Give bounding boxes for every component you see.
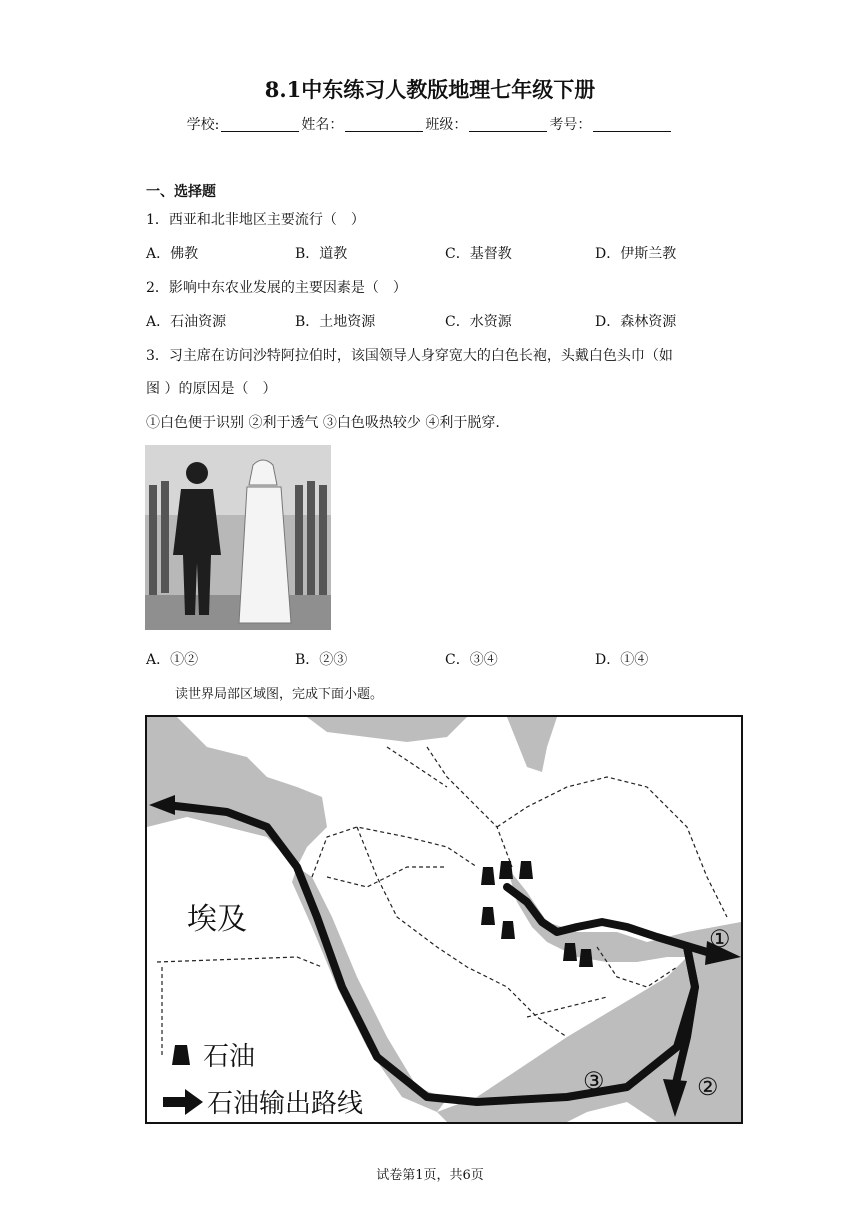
- q2-option-b[interactable]: B．土地资源: [295, 314, 376, 330]
- class-label: 班级：: [425, 117, 468, 133]
- oil-marker: [519, 861, 533, 879]
- q1-option-d[interactable]: D．伊斯兰教: [595, 246, 677, 262]
- class-blank[interactable]: [469, 117, 547, 132]
- student-info-line: [0, 114, 860, 134]
- map-drawing: [147, 717, 741, 1122]
- q3-option-c[interactable]: C．③④: [445, 652, 498, 668]
- oil-marker: [499, 861, 513, 879]
- route-label-1: ①: [709, 925, 731, 953]
- oil-marker: [481, 867, 495, 885]
- question-3-choices: ①白色便于识别 ②利于透气 ③白色吸热较少 ④利于脱穿.: [146, 415, 500, 431]
- q3-option-a[interactable]: A．①②: [146, 652, 199, 668]
- school-label: 学校:: [186, 117, 220, 133]
- oil-marker: [563, 943, 577, 961]
- q3-option-b[interactable]: B．②③: [295, 652, 348, 668]
- q1-option-c[interactable]: C．基督教: [445, 246, 512, 262]
- school-blank[interactable]: [221, 117, 299, 132]
- oil-marker: [579, 949, 593, 967]
- map-intro: 读世界局部区域图，完成下面小题。: [175, 687, 384, 702]
- name-label: 姓名：: [301, 117, 344, 133]
- page-footer: 试卷第1页，共6页: [376, 1168, 484, 1183]
- q2-option-d[interactable]: D．森林资源: [595, 314, 677, 330]
- legend-oil-label: 石油: [203, 1042, 256, 1072]
- legend-route-label: 石油输出路线: [207, 1089, 364, 1119]
- q2-option-c[interactable]: C．水资源: [445, 314, 512, 330]
- q1-option-b[interactable]: B．道教: [295, 246, 348, 262]
- exam-no-blank[interactable]: [593, 117, 671, 132]
- question-3-stem-line-1: 3．习主席在访问沙特阿拉伯时，该国领导人身穿宽大的白色长袍，头戴白色头巾（如: [146, 348, 673, 364]
- caspian-sea: [507, 717, 557, 772]
- middle-east-map: [145, 715, 743, 1124]
- black-sea: [307, 717, 467, 742]
- question-2-stem: 2．影响中东农业发展的主要因素是（ ）: [146, 280, 407, 296]
- exam-no-label: 考号：: [549, 117, 592, 133]
- leaders-photo: [145, 445, 331, 630]
- name-blank[interactable]: [345, 117, 423, 132]
- route-label-2: ②: [697, 1073, 719, 1101]
- page-title: 8.1中东练习人教版地理七年级下册: [264, 77, 596, 102]
- oil-marker: [501, 921, 515, 939]
- egypt-label: 埃及: [187, 902, 247, 937]
- mediterranean-sea: [147, 717, 327, 867]
- q3-option-d[interactable]: D．①④: [595, 652, 649, 668]
- q1-option-a[interactable]: A．佛教: [146, 246, 199, 262]
- question-1-stem: 1．西亚和北非地区主要流行（ ）: [146, 212, 365, 228]
- route-label-3: ③: [583, 1067, 605, 1095]
- q2-option-a[interactable]: A．石油资源: [146, 314, 227, 330]
- legend-route-icon: [163, 1089, 203, 1115]
- question-3-stem-line-2: 图 ）的原因是（ ）: [146, 381, 277, 397]
- oil-marker: [481, 907, 495, 925]
- section-heading: 一、选择题: [146, 184, 216, 200]
- legend-oil-icon: [172, 1045, 190, 1065]
